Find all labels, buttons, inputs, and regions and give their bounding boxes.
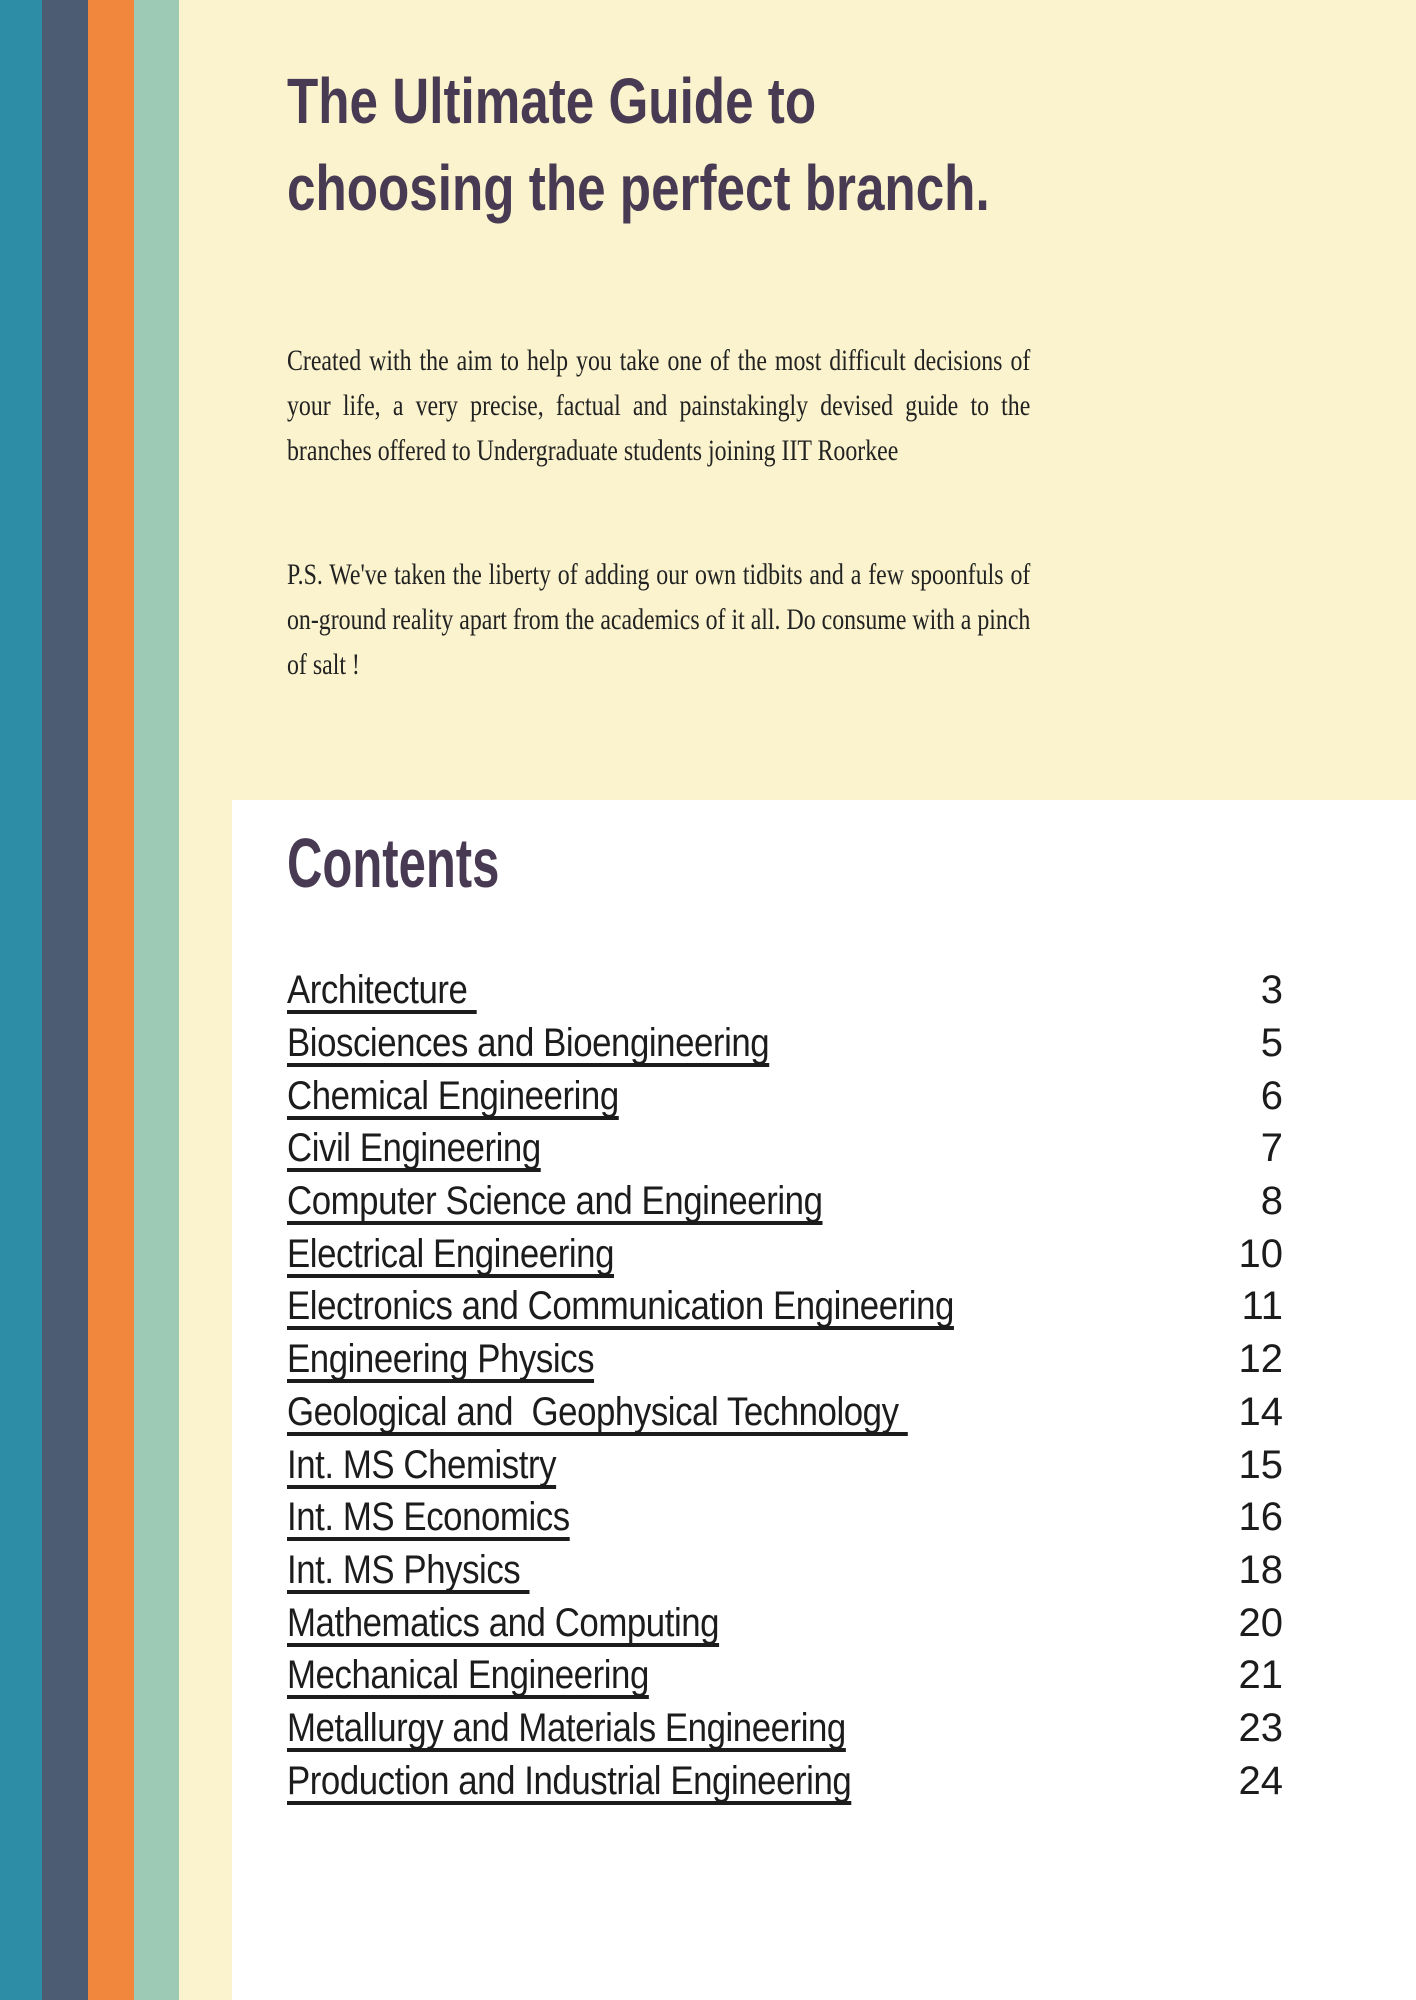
toc-row	[287, 1227, 1283, 1280]
toc-page-number: 21	[1238, 1653, 1283, 1698]
toc-entry-link[interactable]: Int. MS Economics	[287, 1495, 570, 1540]
toc-entry-link[interactable]: Electronics and Communication Engineering	[287, 1284, 954, 1329]
toc-page-number: 11	[1241, 1284, 1283, 1329]
toc-row	[287, 1017, 1283, 1070]
toc-page-number: 24	[1238, 1758, 1283, 1803]
toc-page-number: 5	[1260, 1021, 1283, 1066]
toc-entry-link[interactable]: Civil Engineering	[287, 1126, 541, 1171]
toc-page-number: 8	[1260, 1179, 1283, 1224]
toc-page-number: 16	[1238, 1495, 1283, 1540]
toc-list	[287, 964, 1283, 1807]
toc-row	[287, 1754, 1283, 1807]
toc-row	[287, 1122, 1283, 1175]
toc-entry-link[interactable]: Geological and Geophysical Technology	[287, 1389, 908, 1434]
toc-entry-link[interactable]: Biosciences and Bioengineering	[287, 1021, 770, 1066]
toc-entry-link[interactable]: Engineering Physics	[287, 1337, 595, 1382]
stripe-teal	[0, 0, 42, 2000]
toc-row	[287, 1491, 1283, 1544]
toc-row	[287, 1438, 1283, 1491]
page-title	[287, 58, 990, 232]
toc-row	[287, 1544, 1283, 1597]
toc-entry-link[interactable]: Metallurgy and Materials Engineering	[287, 1705, 846, 1750]
stripe-slate	[42, 0, 88, 2000]
toc-row	[287, 1280, 1283, 1333]
toc-row	[287, 964, 1283, 1017]
ps-paragraph: P.S. We've taken the liberty of adding our own tidbits and a few spoonfuls of on-ground reality apart from the academics of it all. Do consume with a pinch of salt !	[287, 558, 1031, 681]
toc-entry-link[interactable]: Mechanical Engineering	[287, 1653, 649, 1698]
toc-row	[287, 1649, 1283, 1702]
toc-entry-link[interactable]: Production and Industrial Engineering	[287, 1758, 852, 1803]
page-title-line-1: The Ultimate Guide to	[287, 65, 817, 137]
page-title-line-2: choosing the perfect branch.	[287, 152, 990, 224]
toc-entry-link[interactable]: Int. MS Physics	[287, 1547, 530, 1592]
toc-row	[287, 1333, 1283, 1386]
toc-row	[287, 1386, 1283, 1439]
toc-row	[287, 1069, 1283, 1122]
contents-heading: Contents	[287, 824, 500, 902]
toc-entry-link[interactable]: Computer Science and Engineering	[287, 1179, 823, 1224]
toc-page-number: 14	[1238, 1389, 1283, 1434]
toc-entry-link[interactable]: Electrical Engineering	[287, 1231, 615, 1276]
toc-page-number: 18	[1238, 1547, 1283, 1592]
toc-page-number: 23	[1238, 1705, 1283, 1750]
toc-entry-link[interactable]: Architecture	[287, 968, 477, 1013]
toc-page-number: 20	[1238, 1600, 1283, 1645]
toc-page-number: 3	[1260, 968, 1283, 1013]
toc-row	[287, 1702, 1283, 1755]
cover-header	[179, 0, 1416, 800]
toc-page-number: 7	[1260, 1126, 1283, 1171]
toc-page-number: 10	[1238, 1231, 1283, 1276]
toc-entry-link[interactable]: Mathematics and Computing	[287, 1600, 720, 1645]
stripe-orange	[88, 0, 134, 2000]
toc-page-number: 15	[1238, 1442, 1283, 1487]
toc-row	[287, 1596, 1283, 1649]
toc-entry-link[interactable]: Chemical Engineering	[287, 1073, 619, 1118]
contents-panel	[232, 800, 1416, 2000]
intro-paragraph: Created with the aim to help you take one of the most difficult decisions of your life, a very precise, factual and painstakingly devised guide to the branches offered to Undergraduate students joining IIT Roorkee	[287, 344, 1031, 467]
stripe-sage	[134, 0, 179, 2000]
toc-page-number: 12	[1238, 1337, 1283, 1382]
toc-entry-link[interactable]: Int. MS Chemistry	[287, 1442, 557, 1487]
toc-page-number: 6	[1260, 1073, 1283, 1118]
toc-row	[287, 1175, 1283, 1228]
